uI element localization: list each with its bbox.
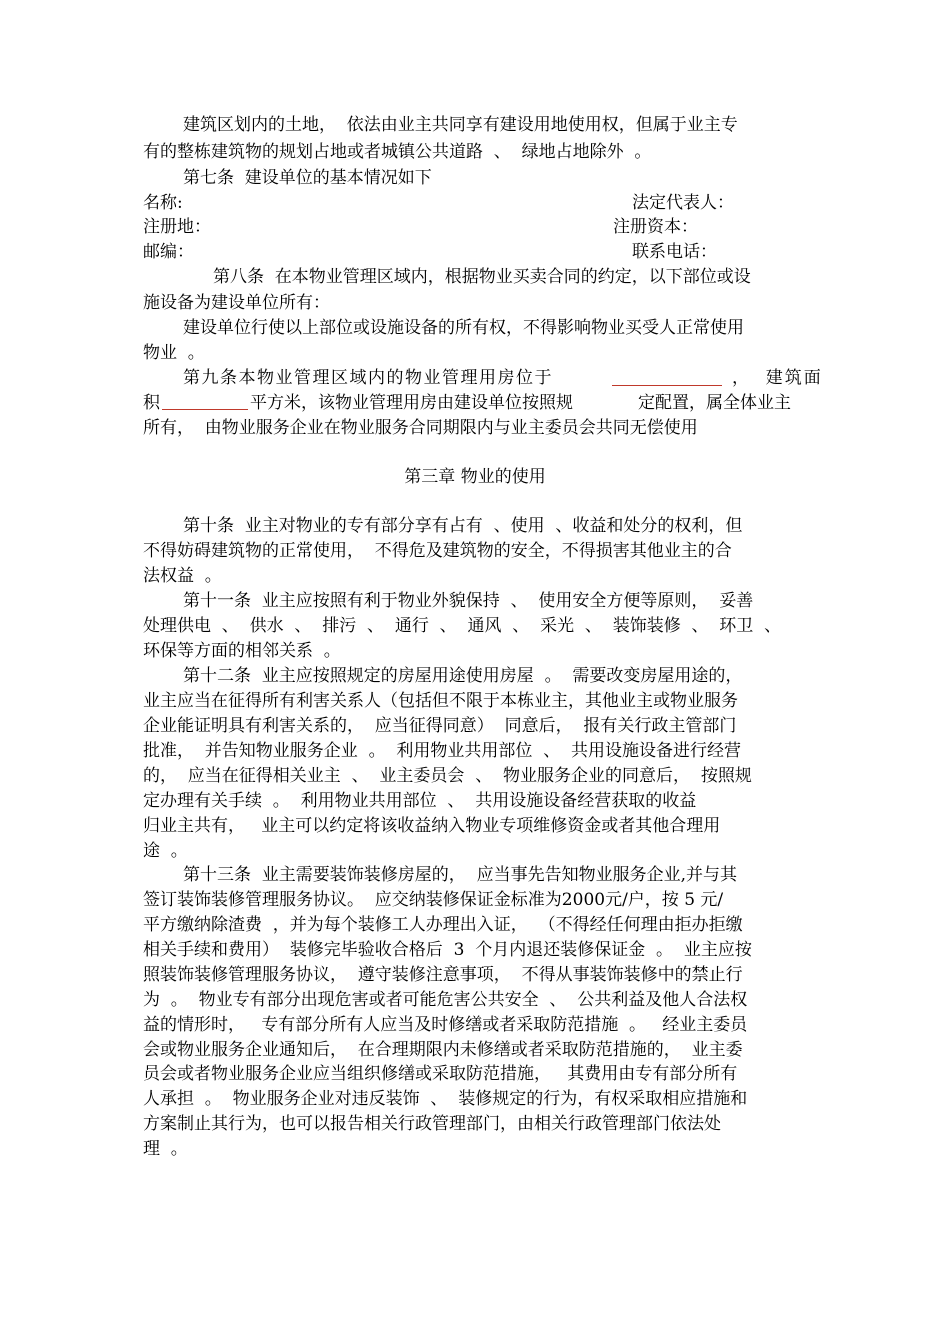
paragraph-line: 人承担 。 物业服务企业对违反装饰 、 装修规定的行为，有权采取相应措施和 [143,1089,748,1109]
paragraph-line: 平方缴纳除渣费 ，并为每个装修工人办理出入证， （不得经任何理由拒办拒缴 [143,915,743,935]
paragraph-line: 途 。 [143,841,188,861]
name-label: 名称: [143,193,183,213]
paragraph-line: 会或物业服务企业通知后， 在合理期限内未修缮或者采取防范措施的， 业主委 [143,1040,743,1060]
chapter-title: 第三章 物业的使用 [404,467,546,487]
paragraph-line: 方案制止其行为，也可以报告相关行政管理部门，由相关行政管理部门依法处 [143,1114,721,1134]
paragraph-line: 的， 应当在征得相关业主 、 业主委员会 、 物业服务企业的同意后， 按照规 [143,766,752,786]
paragraph-line: 为 。 物业专有部分出现危害或者可能危害公共安全 、 公共利益及他人合法权 [143,990,748,1010]
article-7-heading: 第七条 建设单位的基本情况如下 [183,168,432,188]
paragraph-line: 定办理有关手续 。 利用物业共用部位 、 共用设施设备经营获取的收益 [143,791,697,811]
area-blank-underline [162,409,248,410]
paragraph-line: 建设单位行使以上部位或设施设备的所有权，不得影响物业买受人正常使用 [183,318,744,338]
legal-rep-label: 法定代表人： [632,193,734,213]
paragraph-line: 员会或者物业服务企业应当组织修缮或采取防范措施， 其费用由专有部分所有 [143,1064,738,1084]
paragraph-line: 业主应当在征得所有利害关系人（包括但不限于本栋业主，其他业主或物业服务 [143,691,738,711]
paragraph-line: 平方米，该物业管理用房由建设单位按照规 [250,393,573,413]
paragraph-line: 不得妨碍建筑物的正常使用， 不得危及建筑物的安全，不得损害其他业主的合 [143,541,732,561]
paragraph-line: 法权益 。 [143,566,222,586]
registered-address-label: 注册地： [143,217,211,237]
phone-label: 联系电话： [632,242,717,262]
paragraph-line: 施设备为建设单位所有： [143,293,330,313]
paragraph-line: 第十二条 业主应按照规定的房屋用途使用房屋 。 需要改变房屋用途的， [183,666,743,686]
paragraph-line: 处理供电 、 供水 、 排污 、 通行 、 通风 、 采光 、 装饰装修 、 环卫 、 [143,616,782,636]
paragraph-line: 第十条 业主对物业的专有部分享有占有 、使用 、收益和处分的权利，但 [183,516,743,536]
zip-code-label: 邮编： [143,242,194,262]
location-blank-underline [612,385,722,386]
paragraph-line: 定配置，属全体业主 [638,393,791,413]
paragraph-line: 理 。 [143,1139,188,1159]
paragraph-line: 物业 。 [143,343,205,363]
paragraph-line: 建筑区划内的土地， 依法由业主共同享有建设用地使用权，但属于业主专 [183,115,738,135]
paragraph-line: 签订装饰装修管理服务协议。 应交纳装修保证金标准为2000元/户，按 5 元/ [143,890,724,910]
paragraph-line: 照装饰装修管理服务协议， 遵守装修注意事项， 不得从事装饰装修中的禁止行 [143,965,743,985]
paragraph-line: 所有， 由物业服务企业在物业服务合同期限内与业主委员会共同无偿使用 [143,418,698,438]
paragraph-line: ， 建筑面 [732,368,823,388]
paragraph-line: 第八条 在本物业管理区域内，根据物业买卖合同的约定，以下部位或设 [213,267,751,287]
paragraph-line: 批准， 并告知物业服务企业 。 利用物业共用部位 、 共用设施设备进行经营 [143,741,742,761]
paragraph-line: 益的情形时， 专有部分所有人应当及时修缮或者采取防范措施 。 经业主委员 [143,1015,748,1035]
paragraph-line: 积 [143,393,160,413]
paragraph-line: 第九条本物业管理区域内的物业管理用房位于 [183,368,553,388]
registered-capital-label: 注册资本： [613,217,698,237]
paragraph-line: 环保等方面的相邻关系 。 [143,641,341,661]
paragraph-line: 相关手续和费用） 装修完毕验收合格后 3 个月内退还装修保证金 。 业主应按 [143,940,752,960]
paragraph-line: 企业能证明具有利害关系的， 应当征得同意） 同意后， 报有关行政主管部门 [143,716,737,736]
paragraph-line: 归业主共有， 业主可以约定将该收益纳入物业专项维修资金或者其他合理用 [143,816,721,836]
paragraph-line: 第十一条 业主应按照有利于物业外貌保持 、 使用安全方便等原则， 妥善 [183,591,754,611]
paragraph-line: 有的整栋建筑物的规划占地或者城镇公共道路 、 绿地占地除外 。 [143,142,652,162]
paragraph-line: 第十三条 业主需要装饰装修房屋的， 应当事先告知物业服务企业,并与其 [183,865,738,885]
